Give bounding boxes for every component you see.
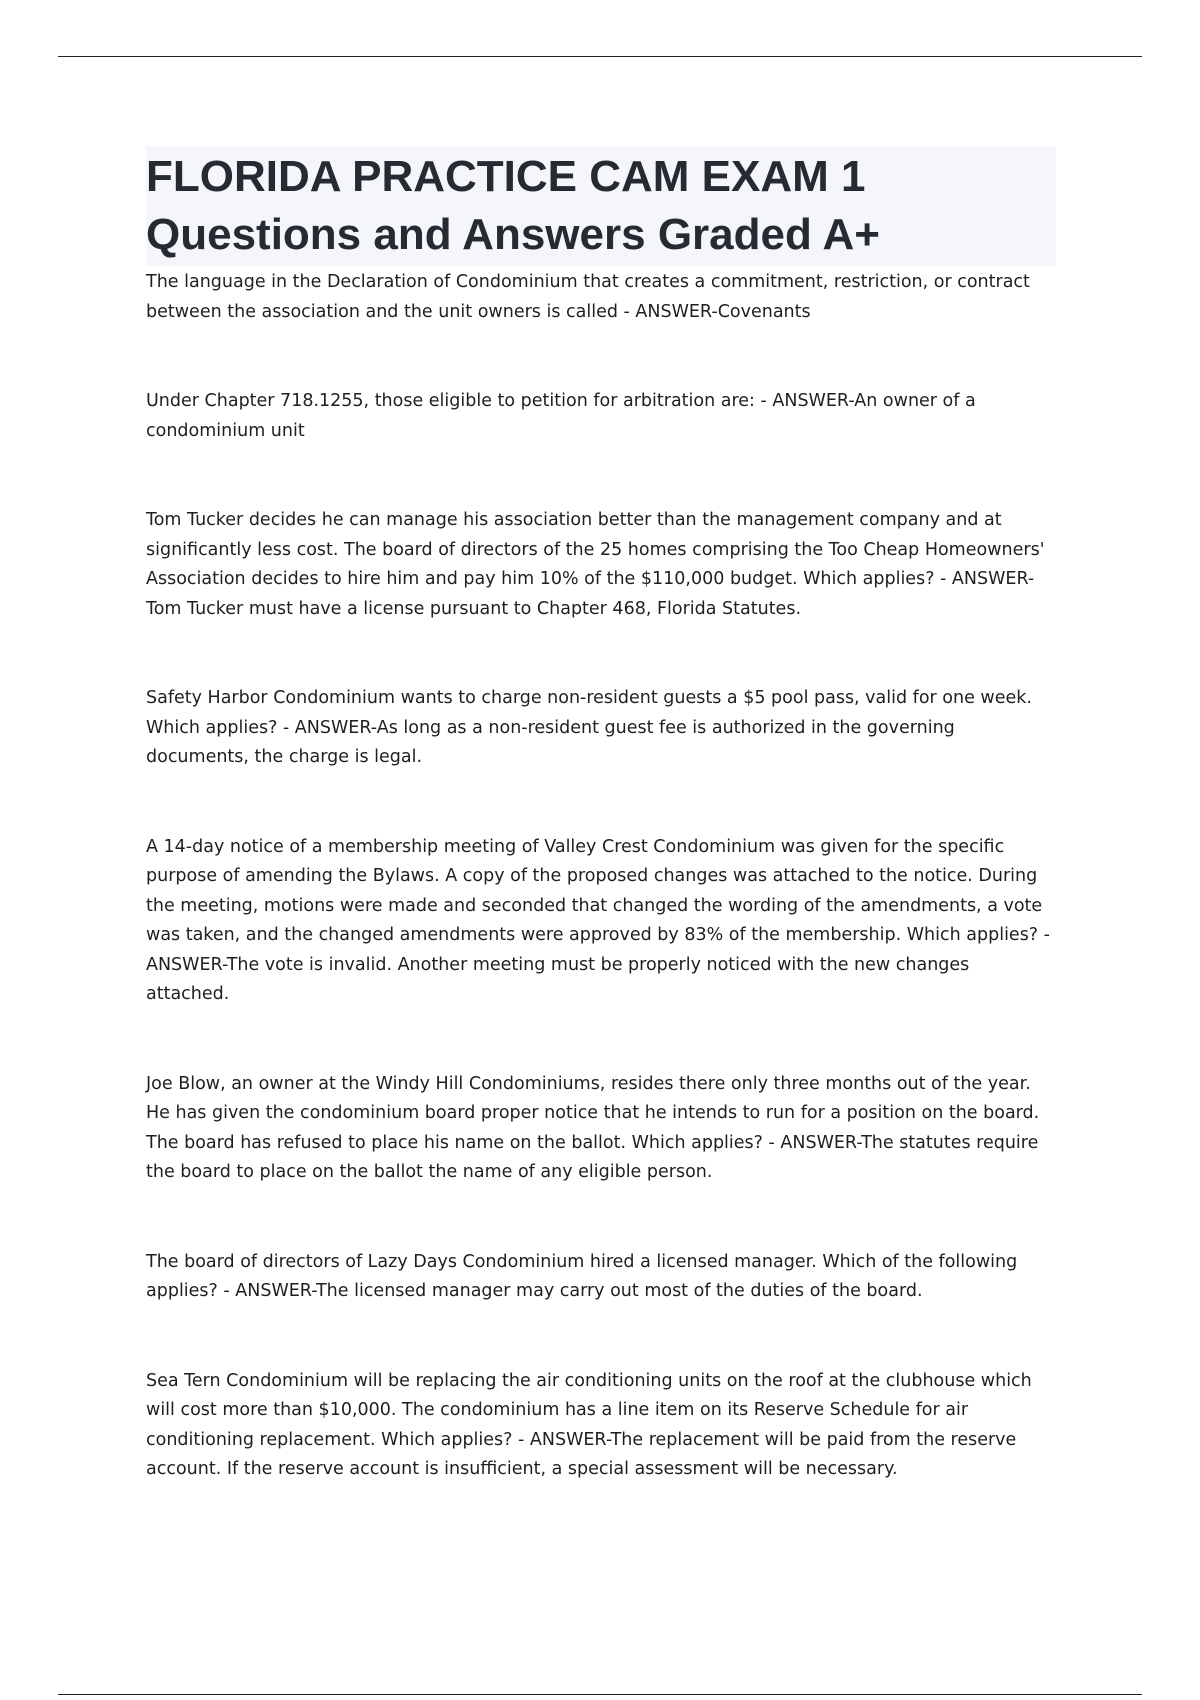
top-divider — [58, 56, 1142, 57]
title-block — [146, 146, 1056, 266]
qa-item: Safety Harbor Condominium wants to charge non-resident guests a $5 pool pass, valid for one week. Which applies? - ANSWER-As long as a non-resident guest fee is authorized in the governing documents, the charge is legal. — [146, 688, 1032, 767]
qa-item: The language in the Declaration of Condominium that creates a commitment, restriction, or contract between the association and the unit owners is called - ANSWER-Covenants — [146, 272, 1030, 322]
qa-item: A 14-day notice of a membership meeting of Valley Crest Condominium was given for the specific purpose of amending the Bylaws. A copy of the proposed changes was attached to the notice. During the meeting, motions were made and seconded that changed the wording of the amendments, a vote was taken, and the changed amendments were approved by 83% of the membership. Which applies? - ANSWER-The vote is invalid. Another meeting must be properly noticed with the new changes attached. — [146, 836, 1050, 1004]
qa-item: Sea Tern Condominium will be replacing the air conditioning units on the roof at the clubhouse which will cost more than $10,000. The condominium has a line item on its Reserve Schedule for air conditioning replacement. Which applies? - ANSWER-The replacement will be paid from the reserve account. If the reserve account is insufficient, a special assessment will be necessary. — [146, 1370, 1032, 1479]
document-title: FLORIDA PRACTICE CAM EXAM 1 Questions and Answers Graded A+ — [146, 152, 880, 259]
qa-item: Joe Blow, an owner at the Windy Hill Condominiums, resides there only three months out of the year. He has given the condominium board proper notice that he intends to run for a position on the board. The board has refused to place his name on the ballot. Which applies? - ANSWER-The statutes require the board to place on the ballot the name of any eligible person. — [146, 1073, 1040, 1182]
qa-item: The board of directors of Lazy Days Condominium hired a licensed manager. Which of the following applies? - ANSWER-The licensed manager may carry out most of the duties of the board. — [146, 1251, 1018, 1301]
qa-item: Under Chapter 718.1255, those eligible to petition for arbitration are: - ANSWER-An owner of a condominium unit — [146, 391, 976, 441]
qa-item: Tom Tucker decides he can manage his association better than the management company and at significantly less cost. The board of directors of the 25 homes comprising the Too Cheap Homeowners' Association decides to hire him and pay him 10% of the $110,000 budget. Which applies? - ANSWER-Tom Tucker must have a license pursuant to Chapter 468, Florida Statutes. — [146, 510, 1045, 619]
document-body — [146, 146, 1056, 1485]
bottom-divider — [58, 1694, 1142, 1695]
